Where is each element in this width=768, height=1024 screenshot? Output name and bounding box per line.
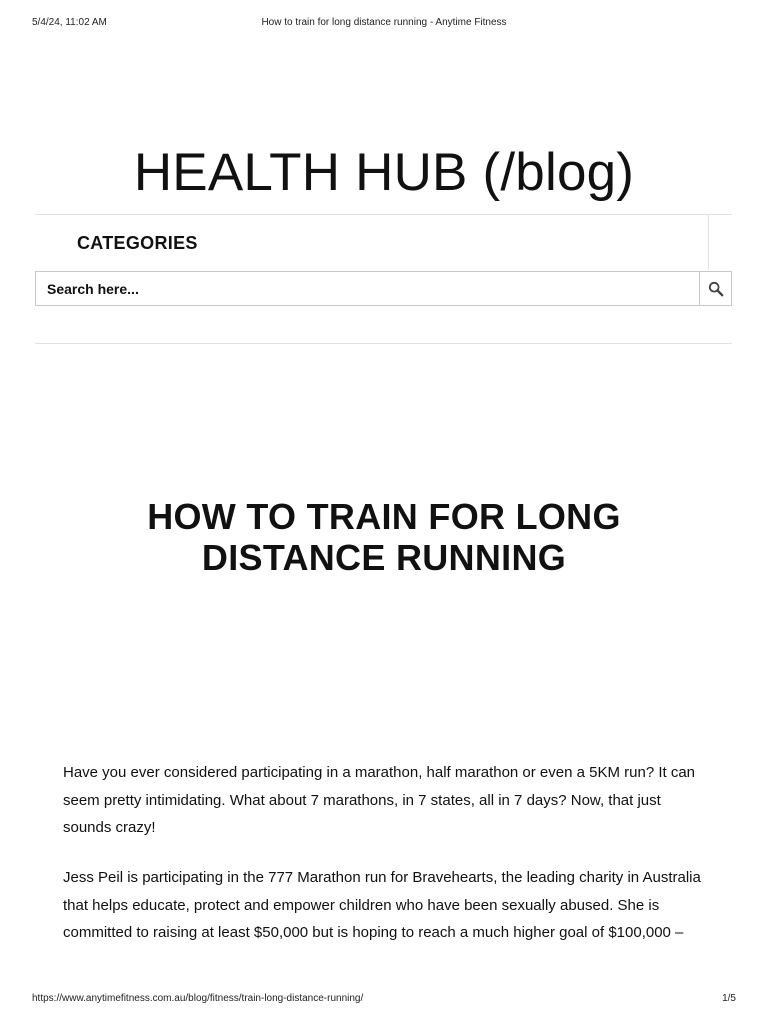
search-input[interactable]: [36, 272, 699, 305]
article-paragraph: Have you ever considered participating in a marathon, half marathon or even a 5KM run? It can seem pretty intimidating. What about 7 marathons, in 7 states, all in 7 days? Now, that just sounds crazy!: [63, 764, 696, 836]
search-button[interactable]: [699, 272, 731, 305]
print-doc-title: How to train for long distance running - Anytime Fitness: [261, 17, 507, 28]
article-title: HOW TO TRAIN FOR LONG DISTANCE RUNNING: [147, 496, 621, 578]
article-paragraph: Jess Peil is participating in the 777 Marathon run for Bravehearts, the leading charity in Australia that helps educate, protect and empower children who have been sexually abused. She is committed to raising at least $50,000 but is hoping to reach a much higher goal of $100,000 –: [63, 869, 701, 941]
divider: [35, 214, 732, 215]
print-datetime: 5/4/24, 11:02 AM: [32, 17, 107, 28]
categories-menu-button[interactable]: CATEGORIES: [77, 233, 198, 253]
blog-hub-title[interactable]: HEALTH HUB (/blog): [133, 143, 635, 202]
divider: [708, 214, 709, 270]
print-header: [0, 17, 768, 31]
print-footer: [0, 993, 768, 1007]
print-url: https://www.anytimefitness.com.au/blog/fitness/train-long-distance-running/: [32, 993, 364, 1004]
print-page-indicator: 1/5: [722, 993, 736, 1004]
search-form: [35, 271, 732, 306]
search-icon: [708, 281, 724, 297]
divider: [35, 343, 732, 344]
